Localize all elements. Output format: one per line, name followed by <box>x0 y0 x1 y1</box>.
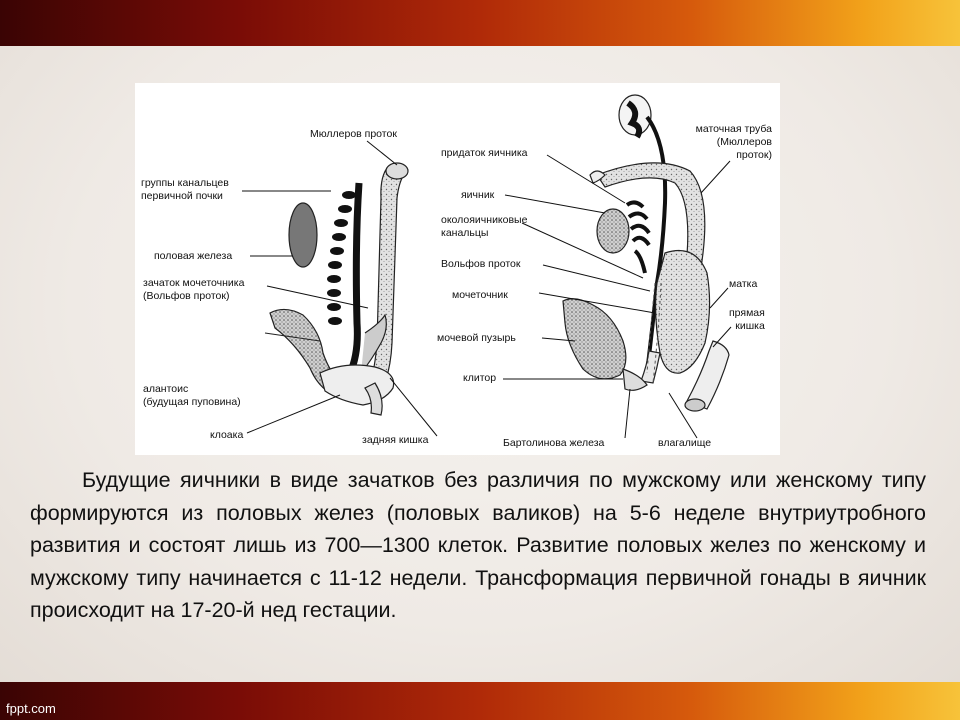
label-fallopian-tube: маточная труба (Мюллеров проток) <box>695 123 772 161</box>
label-cloaca: клоака <box>210 429 244 441</box>
label-epoophoron: придаток яичника <box>441 147 528 159</box>
label-ureter: мочеточник <box>452 289 508 301</box>
body-paragraph: Будущие яичники в виде зачатков без различия по мужскому или женскому типу формируются из половых желез (половых валиков) на 5-6 неделе внутриутробного развития и состоят лишь из 700—1300 клеток. Развитие половых желез по женскому и мужскому типу начинается с 11-12 недели. Трансформация первичной гонады в яичник происходит на 17-20-й нед гестации. <box>30 468 926 622</box>
label-paroophoron: околояичниковые канальцы <box>441 214 528 239</box>
left-drawing <box>265 163 408 415</box>
label-vagina: влагалище <box>658 437 712 449</box>
label-allantois: алантоис (будущая пуповина) <box>143 383 241 408</box>
footer-brand: fppt.com <box>6 701 56 716</box>
label-bartholin-gland: Бартолинова железа <box>503 437 605 449</box>
label-bladder: мочевой пузырь <box>437 332 516 344</box>
bottom-decor-band <box>0 682 960 720</box>
label-ureter-bud: зачаток мочеточника (Вольфов проток) <box>143 277 245 302</box>
embryology-diagram <box>135 83 780 455</box>
epoophoron-tubules <box>627 202 649 273</box>
label-hindgut: задняя кишка <box>362 434 429 446</box>
label-tubule-groups: группы канальцев первичной почки <box>141 177 229 202</box>
gonad-shape <box>289 203 317 267</box>
label-wolffian-duct: Вольфов проток <box>441 258 521 270</box>
label-rectum: прямая кишка <box>729 307 765 332</box>
label-uterus: матка <box>729 278 758 290</box>
label-ovary: яичник <box>461 189 495 201</box>
label-clitoris: клитор <box>463 372 497 384</box>
label-gonad: половая железа <box>154 250 233 262</box>
top-decor-band <box>0 0 960 46</box>
label-mullerian-duct: Мюллеров проток <box>310 128 397 140</box>
